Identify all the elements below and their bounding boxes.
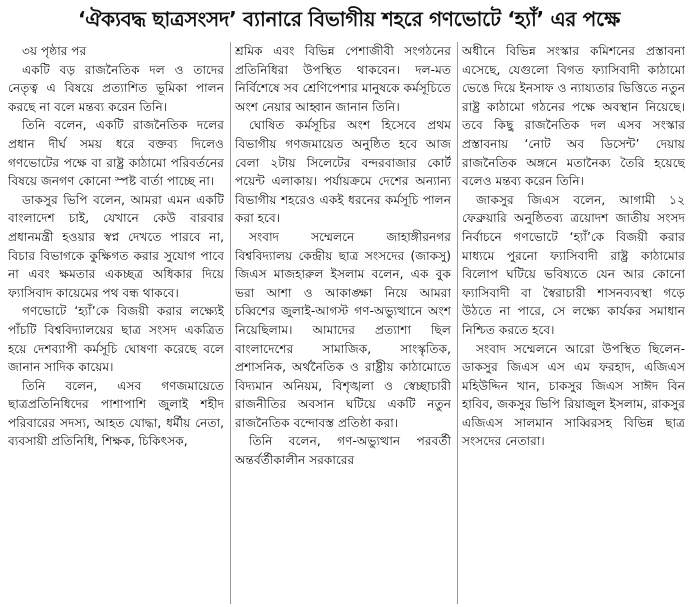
headline: ‘ঐক্যবদ্ধ ছাত্রসংসদ’ ব্যানারে বিভাগীয় শহরে গণভোটে ‘হ্যাঁ’ এর পক্ষে (78, 7, 620, 31)
paragraph: একটি বড় রাজনৈতিক দল ও তাদের নেতৃত্ব এ বিষয়ে প্রত্যাশিত ভূমিকা পালন করছে না বলে মন্তব্য করেন তিনি। (8, 62, 224, 114)
paragraph: তিনি বলেন, এসব গণজমায়েতে ছাত্রপ্রতিনিধিদের পাশাপাশি জুলাই শহীদ পরিবারের সদস্য, আহত যোদ্ধা, ধর্মীয় নেতা, ব্যবসায়ী প্রতিনিধি, শিক্ষক, চিকিৎসক, (8, 378, 224, 449)
paragraph: গণভোটে ‘হ্যাঁ’কে বিজয়ী করার লক্ষ্যেই পাঁচটি বিশ্ববিদ্যালয়ের ছাত্র সংসদ একত্রিত হয়ে দেশব্যাপী কর্মসূচি ঘোষণা করেছে বলে জানান সাদিক কায়েম। (8, 304, 224, 375)
continued-from-label: ৩য় পৃষ্ঠার পর (22, 44, 87, 58)
paragraph: ডাকসুর ভিপি বলেন, আমরা এমন একটি বাংলাদেশ চাই, যেখানে কেউ বারবার প্রধানমন্ত্রী হওয়ার স্বপ্ন দেখতে পারবে না, বিচার বিভাগকে কুক্ষিগত করার সুযোগ পাবে না এবং ক্ষমতার একচ্ছত্র অধিকার দিয়ে ফ্যাসিবাদ কায়েমের পথ বন্ধ থাকবে। (8, 192, 224, 300)
paragraph: সংবাদ সম্মেলনে আরো উপস্থিত ছিলেন- ডাকসুর জিএস এস এম ফরহাদ, এজিএস মহিউদ্দিন খান, চাকসুর জিএস সাঈদ বিন হাবিব, জকসুর ভিপি রিয়াজুল ইসলাম, রাকসুর এজিএস সালমান সাব্বিরসহ বিভিন্ন ছাত্র সংসদের নেতারা। (462, 341, 685, 449)
paragraph: শ্রমিক এবং বিভিন্ন পেশাজীবী সংগঠনের প্রতিনিধিরা উপস্থিত থাকবেন। দল-মত নির্বিশেষে সব শ্রেণিপেশার মানুষকে কর্মসূচিতে অংশ নেয়ার আহ্বান জানান তিনি। (235, 44, 451, 114)
paragraph: তিনি বলেন, একটি রাজনৈতিক দলের প্রধান দীর্ঘ সময় ধরে বক্তব্য দিলেও গণভোটের পক্ষে বা রাষ্ট্র কাঠামো পরিবর্তনের বিষয়ে জনগণ কোনো স্পষ্ট বার্তা পাচ্ছে না। (8, 118, 224, 189)
article-body (8, 42, 694, 604)
paragraph: অধীনে বিভিন্ন সংস্কার কমিশনের প্রস্তাবনা এসেছে, যেগুলো বিগত ফ্যাসিবাদী কাঠামো ভেঙে দিয়ে ইনসাফ ও ন্যায্যতার ভিত্তিতে নতুন রাষ্ট্র কাঠামো গঠনের পক্ষে অবস্থান নিয়েছে। তবে কিছু রাজনৈতিক দল এসব সংস্কার প্রস্তাবনায় ‘নোট অব ডিসেন্ট’ দেয়ায় রাজনৈতিক অঙ্গনে মতানৈক্য তৈরি হয়েছে বলেও মন্তব্য করেন তিনি। (462, 44, 685, 189)
paragraph: তিনি বলেন, গণ-অভ্যুত্থান পরবর্তী অন্তর্বর্তীকালীন সরকারের (235, 434, 451, 468)
paragraph: সংবাদ সম্মেলনে জাহাঙ্গীরনগর বিশ্ববিদ্যালয় কেন্দ্রীয় ছাত্র সংসদের (জাকসু) জিএস মাজহারুল ইসলাম বলেন, এক বুক ভরা আশা ও আকাঙ্ক্ষা নিয়ে আমরা চব্বিশের জুলাই-আগস্ট গণ-অভ্যুত্থানে অংশ নিয়েছিলাম। আমাদের প্রত্যাশা ছিল বাংলাদেশের সামাজিক, সাংস্কৃতিক, প্রশাসনিক, অর্থনৈতিক ও রাষ্ট্রীয় কাঠামোতে বিদ্যমান অনিয়ম, বিশৃঙ্খলা ও স্বেচ্ছাচারী রাজনীতির অবসান ঘটিয়ে একটি নতুন রাজনৈতিক বন্দোবস্ত প্রতিষ্ঠা করা। (235, 229, 451, 430)
paragraph: জাকসুর জিএস বলেন, আগামী ১২ ফেব্রুয়ারি অনুষ্ঠিতব্য ত্রয়োদশ জাতীয় সংসদ নির্বাচনে গণভোটে ‘হ্যাঁ’কে বিজয়ী করার মাধ্যমে পুরনো ফ্যাসিবাদী রাষ্ট্র কাঠামোর বিলোপ ঘটিয়ে ভবিষ্যতে যেন আর কোনো ফ্যাসিবাদী বা স্বৈরাচারী শাসনব্যবস্থা গড়ে উঠতে না পারে, সে লক্ষ্যে কার্যকর সমাধান নিশ্চিত করতে হবে। (462, 192, 685, 337)
column-2 (235, 42, 458, 604)
paragraph: ঘোষিত কর্মসূচির অংশ হিসেবে প্রথম বিভাগীয় গণজমায়েত অনুষ্ঠিত হবে আজ বেলা ২টায় সিলেটের বন্দরবাজার কোর্ট পয়েন্ট এলাকায়। পর্যায়ক্রমে দেশের অন্যান্য বিভাগীয় শহরেও একই ধরনের কর্মসূচি পালন করা হবে। (235, 118, 451, 226)
column-1 (8, 42, 231, 604)
column-3 (462, 42, 685, 604)
